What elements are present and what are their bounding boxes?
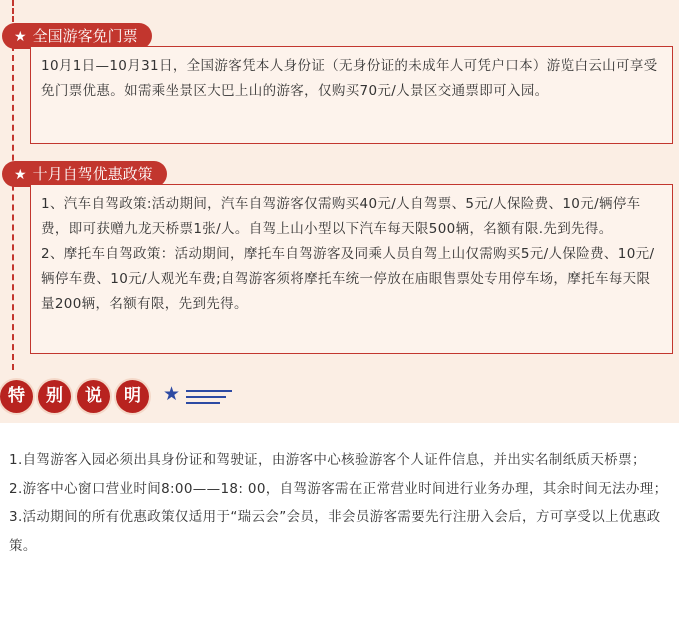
policy-item: 1、汽车自驾政策:活动期间，汽车自驾游客仅需购买40元/人自驾票、5元/人保险费、10元/辆停车费，即可获赠九龙天桥票1张/人。自驾上山小型以下汽车每天限500辆，名额有限.先到先得。 <box>41 196 641 237</box>
notice-list <box>9 446 669 560</box>
star-icon: ★ <box>163 383 181 405</box>
star-icon: ★ <box>14 167 27 183</box>
heading-char: 别 <box>38 380 71 413</box>
free-ticket-text: 10月1日—10月31日，全国游客凭本人身份证（无身份证的未成年人可凭户口本）游览白云山可享受免门票优惠。如需乘坐景区大巴上山的游客，仅购买70元/人景区交通票即可入园。 <box>41 58 658 99</box>
stripes-decoration <box>186 390 232 408</box>
section-title: 十月自驾优惠政策 <box>32 165 153 183</box>
notice-item: 2.游客中心窗口营业时间8:00——18: 00，自驾游客需在正常营业时间进行业务办理，其余时间无法办理； <box>9 480 668 497</box>
heading-char: 特 <box>0 380 33 413</box>
heading-char: 说 <box>77 380 110 413</box>
free-ticket-panel <box>30 46 673 144</box>
section-title: 全国游客免门票 <box>32 27 138 45</box>
notice-item: 3.活动期间的所有优惠政策仅适用于“瑞云会”会员，非会员游客需要先行注册入会后，方可享受以上优惠政策。 <box>9 509 661 554</box>
policy-item: 2、摩托车自驾政策：活动期间，摩托车自驾游客及同乘人员自驾上山仅需购买5元/人保险费、10元/辆停车费、10元/人观光车费;自驾游客须将摩托车统一停放在庙眼售票处专用停车场，摩托车每天限量200辆，名额有限，先到先得。 <box>41 246 655 312</box>
self-drive-panel <box>30 184 673 354</box>
notice-item: 1.自驾游客入园必须出具身份证和驾驶证，由游客中心核验游客个人证件信息，并出实名制纸质天桥票； <box>9 452 646 468</box>
dashed-connector <box>12 45 14 370</box>
dashed-connector-top <box>12 0 14 22</box>
star-icon: ★ <box>14 29 27 45</box>
heading-char: 明 <box>116 380 149 413</box>
